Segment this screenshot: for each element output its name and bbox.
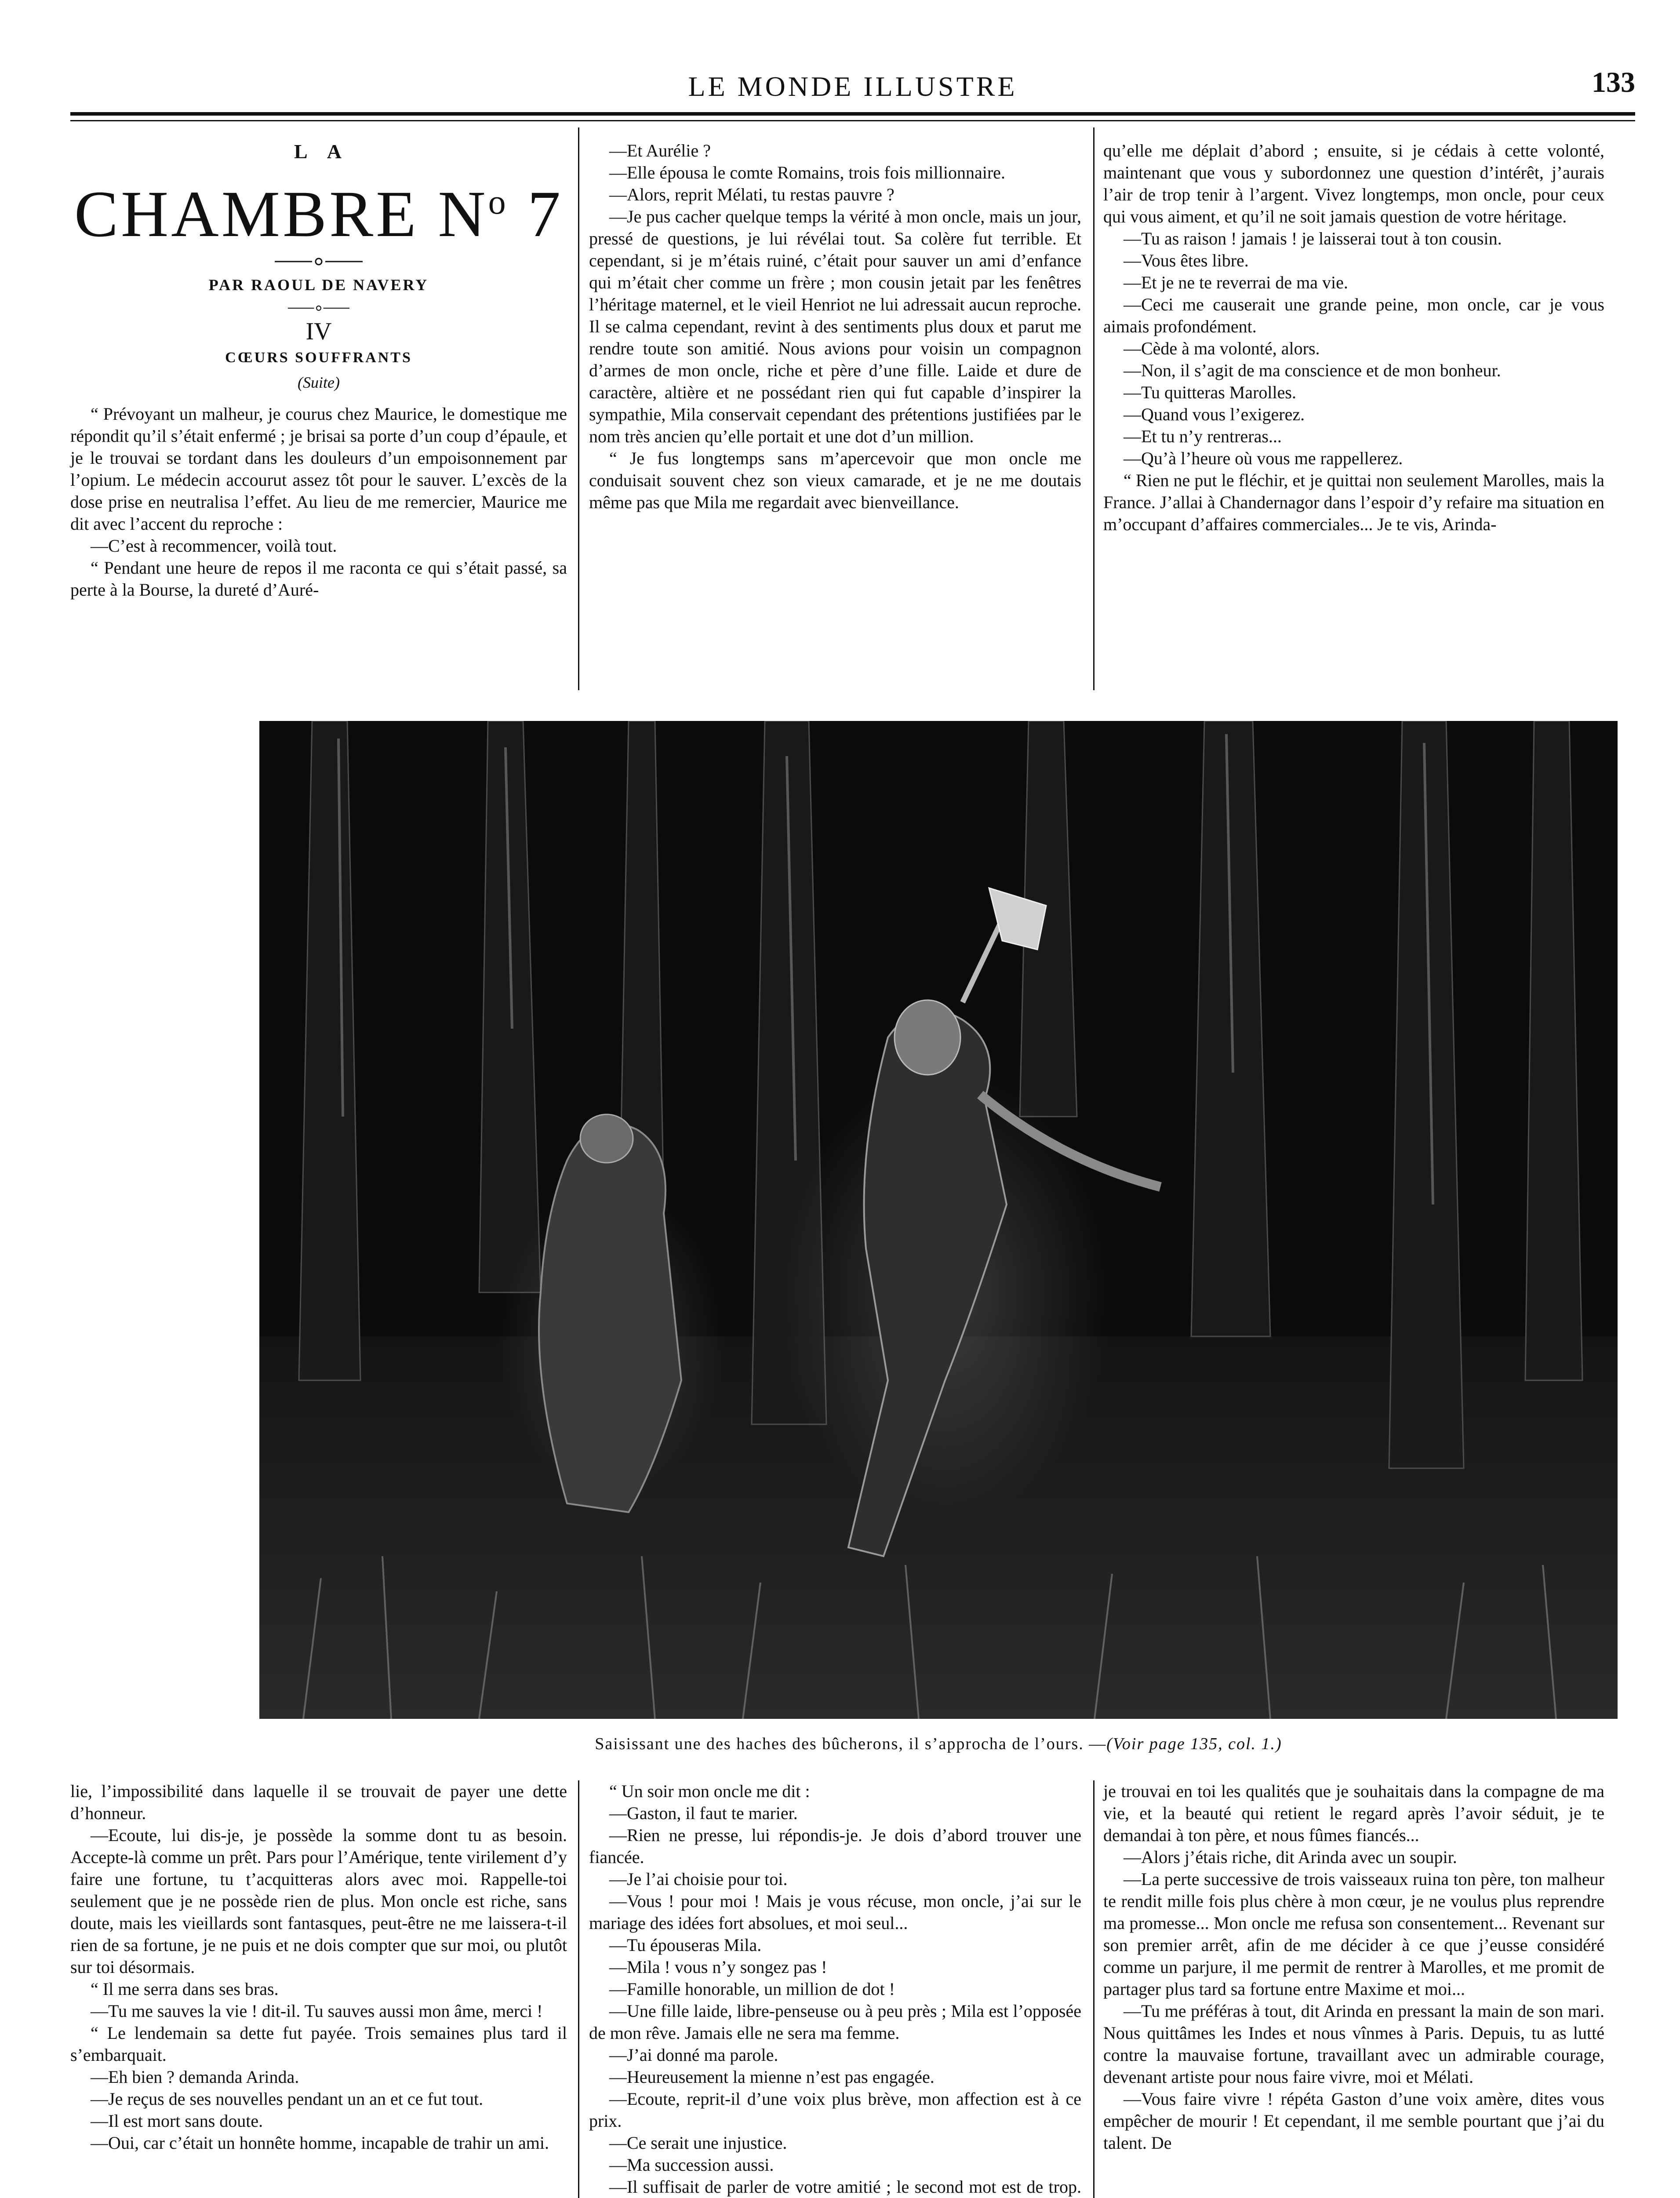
- paragraph: —Il suffisait de parler de votre amitié ; le second mot est de trop.: [609, 2177, 1081, 2197]
- paragraph: “ Prévoyant un malheur, je courus chez Maurice, le domestique me répondit qu’il s’était enfermé ; je brisai sa porte d’un coup d’épaule, et je le trouvai se tordant dans les douleurs d’un empoisonnement par l’opium. Le médecin accourut assez tôt pour le sauver. L’excès de la dose prise en neutralisa l’effet. Au lieu de me remercier, Maurice me dit avec l’accent du reproche :: [70, 404, 567, 534]
- paragraph: —Ecoute, reprit-il d’une voix plus brève, mon affection est à ce prix.: [589, 2089, 1081, 2131]
- paragraph: —Non, il s’agit de ma conscience et de mon bonheur.: [1124, 360, 1501, 380]
- paragraph: “ Pendant une heure de repos il me raconta ce qui s’était passé, sa perte à la Bourse, la dureté d’Auré-: [70, 558, 567, 600]
- paragraph: —Tu as raison ! jamais ! je laisserai tout à ton cousin.: [1124, 229, 1502, 248]
- paragraph: —Ecoute, lui dis-je, je possède la somme dont tu as besoin. Accepte-là comme un prêt. Pars pour l’Amérique, tente virilement d’y faire une fortune, tu t’acquitteras alors avec moi. Rappelle-toi seulement que je ne possède rien de plus. Mon oncle est riche, sans doute, mais les vieillards sont fantasques, peut-être ne me laissera-t-il rien de sa fortune, je ne puis et ne dois compter que sur moi, ou plutôt sur toi désormais.: [70, 1825, 567, 1977]
- paragraph: —C’est à recommencer, voilà tout.: [91, 536, 337, 556]
- paragraph: —Je l’ai choisie pour toi.: [609, 1869, 788, 1889]
- column-3-bottom: [1103, 1780, 1604, 2154]
- paragraph: —Oui, car c’était un honnête homme, incapable de trahir un ami.: [91, 2133, 549, 2153]
- page-header: [70, 66, 1635, 110]
- paragraph: —Gaston, il faut te marier.: [609, 1803, 798, 1823]
- article-title-block: [70, 141, 567, 393]
- paragraph: lie, l’impossibilité dans laquelle il se trouvait de payer une dette d’honneur.: [70, 1781, 567, 1823]
- paragraph: —Ceci me causerait une grande peine, mon oncle, car je vous aimais profondément.: [1103, 295, 1604, 336]
- page-number: 133: [1592, 66, 1635, 98]
- chapter-number: IV: [305, 318, 332, 345]
- paragraph: —J’ai donné ma parole.: [609, 2045, 778, 2065]
- paragraph: —Ce serait une injustice.: [609, 2133, 787, 2153]
- masthead: LE MONDE ILLUSTRE: [688, 71, 1018, 102]
- paragraph: —Quand vous l’exigerez.: [1124, 404, 1305, 424]
- article-author: PAR RAOUL DE NAVERY: [208, 276, 429, 294]
- column-2-top: [589, 140, 1081, 513]
- paragraph: “ Rien ne put le fléchir, et je quittai non seulement Marolles, mais la France. J’allai à Chandernagor dans l’espoir d’y refaire ma situation en m’occupant d’affaires commerciales... Je te vis, Arinda-: [1103, 470, 1604, 534]
- chapter-title: CŒURS SOUFFRANTS: [225, 349, 412, 366]
- paragraph: —Il est mort sans doute.: [91, 2111, 263, 2131]
- paragraph: —Famille honorable, un million de dot !: [609, 1979, 895, 1999]
- paragraph: —Et Aurélie ?: [609, 141, 711, 160]
- paragraph: —Tu épouseras Mila.: [609, 1935, 762, 1955]
- caption-text: Saisissant une des haches des bûcherons, il s’approcha de l’ours. —: [595, 1735, 1107, 1753]
- ornament-divider: [288, 304, 349, 313]
- paragraph: —Vous ! pour moi ! Mais je vous récuse, mon oncle, j’ai sur le mariage des idées fort absolues, et moi seul...: [589, 1891, 1081, 1933]
- paragraph: —Vous êtes libre.: [1124, 251, 1249, 270]
- title-number: 7: [527, 178, 564, 251]
- paragraph: je trouvai en toi les qualités que je souhaitais dans la compagne de ma vie, et la beauté qui retient le regard après l’avoir séduit, je te demandai à ton père, et nous fûmes fiancés...: [1103, 1781, 1604, 1845]
- column-rule-bottom-2: [1093, 1780, 1095, 2198]
- paragraph: —Cède à ma volonté, alors.: [1124, 338, 1320, 358]
- column-3-top: [1103, 140, 1604, 535]
- column-2-bottom: [589, 1780, 1081, 2198]
- paragraph: —Eh bien ? demanda Arinda.: [91, 2067, 299, 2087]
- forest-scene-image: [259, 721, 1618, 1719]
- paragraph: —Je reçus de ses nouvelles pendant un an et ce fut tout.: [91, 2089, 484, 2109]
- header-rule-thin: [70, 120, 1635, 121]
- paragraph: —Alors, reprit Mélati, tu restas pauvre ?: [609, 185, 895, 204]
- column-rule-top-2: [1093, 127, 1095, 690]
- paragraph: —Et je ne te reverrai de ma vie.: [1124, 273, 1348, 292]
- paragraph: “ Je fus longtemps sans m’apercevoir que mon oncle me conduisait souvent chez son vieux camarade, et je ne me doutais même pas que Mila me regardait avec bienveillance.: [589, 448, 1081, 512]
- column-rule-top-1: [578, 127, 579, 690]
- paragraph: —Rien ne presse, lui répondis-je. Je dois d’abord trouver une fiancée.: [589, 1825, 1081, 1867]
- paragraph: —Tu me sauves la vie ! dit-il. Tu sauves aussi mon âme, merci !: [91, 2001, 543, 2021]
- paragraph: —Tu me préféras à tout, dit Arinda en pressant la main de son mari. Nous quittâmes les Indes et nous vînmes à Paris. Depuis, tu as lutté contre la mauvaise fortune, travaillant avec un admirable courage, devenant artiste pour nous faire vivre, moi et Mélati.: [1103, 2001, 1604, 2087]
- paragraph: —Alors j’étais riche, dit Arinda avec un soupir.: [1124, 1847, 1457, 1867]
- paragraph: —Mila ! vous n’y songez pas !: [609, 1957, 827, 1977]
- engraving-illustration: [259, 721, 1618, 1719]
- paragraph: —Une fille laide, libre-penseuse ou à peu près ; Mila est l’opposée de mon rêve. Jamais elle ne sera ma femme.: [589, 2001, 1081, 2043]
- caption-reference: (Voir page 135, col. 1.): [1106, 1735, 1282, 1753]
- paragraph: “ Il me serra dans ses bras.: [91, 1979, 279, 1999]
- paragraph: —Ma succession aussi.: [609, 2155, 774, 2175]
- ornament-divider: [275, 257, 363, 266]
- article-title: [70, 167, 567, 249]
- paragraph: —Je pus cacher quelque temps la vérité à mon oncle, mais un jour, pressé de questions, je lui révélai tout. Sa colère fut terrible. Et cependant, si je m’étais ruiné, c’était pour sauver un ami d’enfance qui m’était cher comme un frère ; mon cousin jetait par les fenêtres l’héritage maternel, et le vieil Henriot ne lui adressait aucun reproche. Il se calma cependant, revint à des sentiments plus doux et parut me rendre toute son amitié. Nous avions pour voisin un compagnon d’armes de mon oncle, riche et père d’une fille. Laide et dure de caractère, altière et ne possédant rien qui fut capable d’inspirer la sympathie, Mila conservait cependant des prétentions justifiées par le nom très ancien qu’elle portait et une dot d’un million.: [589, 207, 1081, 446]
- paragraph: —Tu quitteras Marolles.: [1124, 382, 1296, 402]
- continued-note: (Suite): [298, 374, 340, 391]
- paragraph: —Heureusement la mienne n’est pas engagée.: [609, 2067, 935, 2087]
- title-article: LA: [294, 140, 361, 163]
- column-rule-bottom-1: [578, 1780, 579, 2198]
- header-rule-thick: [70, 112, 1635, 116]
- title-word: CHAMBRE N: [74, 178, 488, 251]
- title-superscript: o: [488, 183, 509, 222]
- paragraph: —Elle épousa le comte Romains, trois fois millionnaire.: [609, 163, 1005, 182]
- paragraph: qu’elle me déplait d’abord ; ensuite, si je cédais à cette volonté, maintenant que vous y subordonnez une question d’intérêt, j’aurais l’air de trop tenir à l’argent. Vivez longtemps, mon oncle, pour ceux qui vous aiment, et qu’il ne soit jamais question de votre héritage.: [1103, 141, 1604, 226]
- column-1-bottom: [70, 1780, 567, 2154]
- paragraph: —La perte successive de trois vaisseaux ruina ton père, ton malheur te rendit mille fois plus chère à mon cœur, je ne voulus plus reprendre ma promesse... Mon oncle me refusa son consentement... Revenant sur son premier arrêt, afin de me décider à ce que j’eusse considéré comme un parjure, il me permit de rentrer à Marolles, et me promit de partager plus tard sa fortune entre Maxime et moi...: [1103, 1869, 1604, 1999]
- column-1-top: [70, 132, 567, 601]
- paragraph: —Vous faire vivre ! répéta Gaston d’une voix amère, dites vous empêcher de mourir ! Et cependant, il me semble pourtant que j’ai du talent. De: [1103, 2089, 1604, 2153]
- paragraph: “ Un soir mon oncle me dit :: [609, 1781, 810, 1801]
- paragraph: —Et tu n’y rentreras...: [1124, 426, 1282, 446]
- paragraph: —Qu’à l’heure où vous me rappellerez.: [1124, 448, 1403, 468]
- paragraph: “ Le lendemain sa dette fut payée. Trois semaines plus tard il s’embarquait.: [70, 2023, 567, 2065]
- illustration-caption: [259, 1734, 1618, 1754]
